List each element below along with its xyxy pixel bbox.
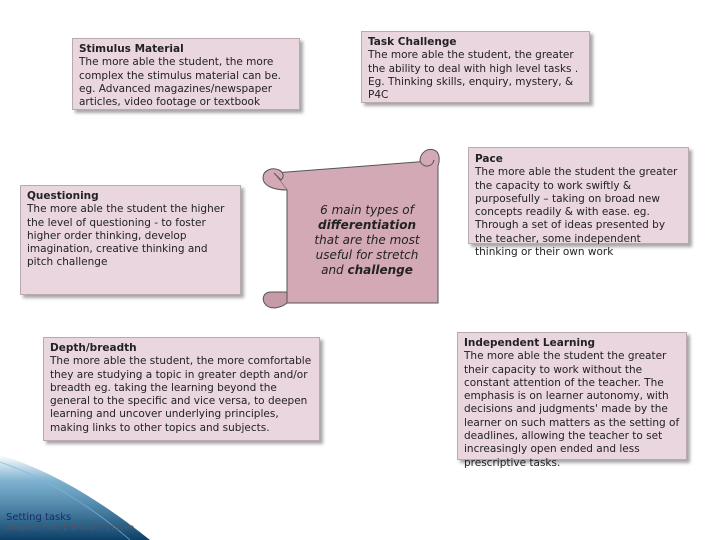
scroll-line-4: challenge: [347, 263, 413, 277]
depth-breadth-box: [43, 337, 320, 441]
stimulus-material-title: Stimulus Material: [79, 43, 184, 55]
pace-text: The more able the student the greater the capacity to work swiftly & purposefully – taking on broad new concepts readily & with ease. eg. Through a set of ideas presented by the teacher, some independent thinking or their own work: [475, 166, 678, 259]
scroll-line-3: that are the most useful for stretch and: [314, 233, 420, 277]
task-challenge-text: The more able the student, the greater the ability to deal with high level tasks . Eg. Thinking skills, enquiry, mystery, & P4C: [368, 49, 579, 102]
independent-learning-text: The more able the student the greater their capacity to work without the constant attention of the teacher. The emphasis is on learner autonomy, with decisions and judgments' made by the learner on such matters as the setting of deadlines, allowing the teacher to set increasingly open ended and less prescriptive tasks.: [464, 350, 680, 469]
depth-breadth-title: Depth/breadth: [50, 342, 137, 354]
footer-credit: Adapted from E Brin & S Craven: [6, 523, 135, 532]
scroll-line-2: differentiation: [317, 218, 416, 232]
scroll-caption: [308, 203, 426, 278]
scroll-line-1: 6 main types of: [320, 203, 414, 217]
footer-title: Setting tasks: [6, 512, 72, 523]
footer: [6, 512, 134, 532]
pace-title: Pace: [475, 153, 503, 165]
task-challenge-box: [361, 31, 590, 103]
stimulus-material-box: [72, 38, 300, 110]
depth-breadth-text: The more able the student, the more comfortable they are studying a topic in greater depth and/or breadth eg. taking the learning beyond the general to the specific and vice versa, to deepen learning and uncover underlying principles, making links to other topics and subjects.: [50, 355, 312, 434]
independent-learning-box: [457, 332, 687, 469]
task-challenge-title: Task Challenge: [368, 36, 457, 48]
pace-box: [468, 147, 689, 259]
stimulus-material-text: The more able the student, the more complex the stimulus material can be. eg. Advanced magazines/newspaper articles, video footage or textbook: [79, 56, 281, 109]
questioning-box: [20, 185, 241, 295]
independent-learning-title: Independent Learning: [464, 337, 596, 349]
questioning-title: Questioning: [27, 190, 99, 202]
questioning-text: The more able the student the higher the level of questioning - to foster higher order thinking, develop imagination, creative thinking and pitch challenge: [27, 203, 225, 269]
